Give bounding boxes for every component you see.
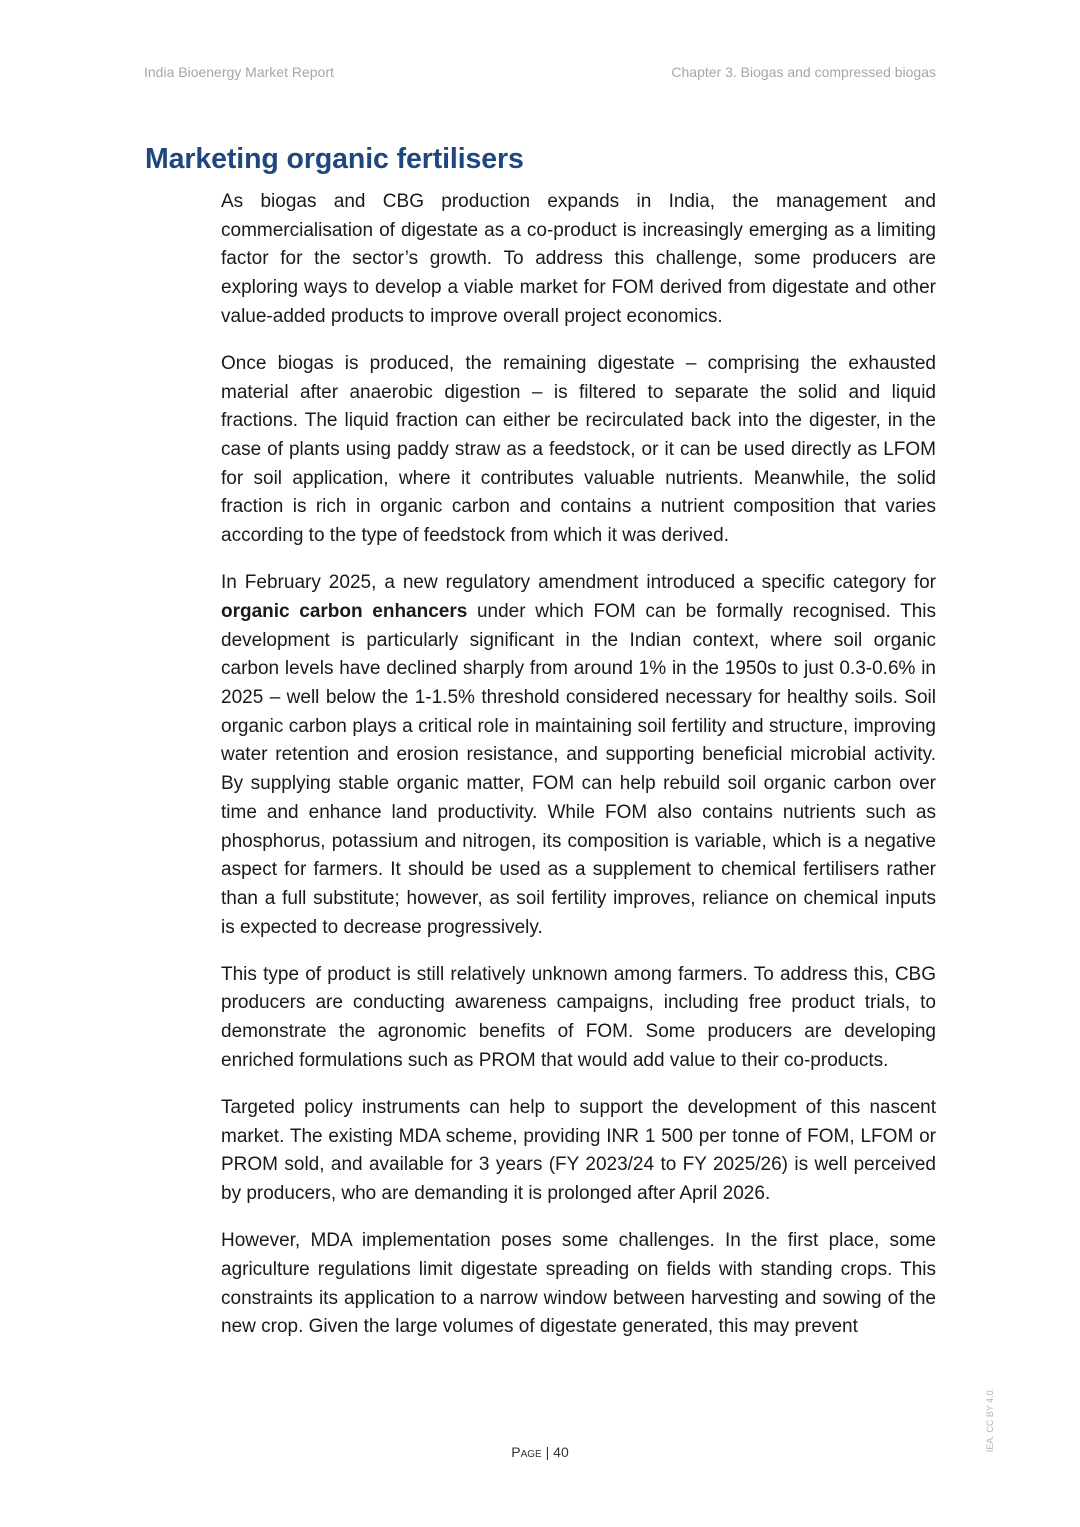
paragraph: Targeted policy instruments can help to support the development of this nascent market. The existing MDA scheme, providing INR 1 500 per tonne of FOM, LFOM or PROM sold, and available for 3 years (FY 2023/24 to FY 2025/26) is well perceived by producers, who are demanding it is prolonged after April 2026. [221, 1096, 936, 1205]
paragraph: This type of product is still relatively unknown among farmers. To address this, CBG producers are conducting awareness campaigns, including free product trials, to demonstrate the agronomic benefits of FOM. Some producers are developing enriched formulations such as PROM that would add value to their co-products. [221, 963, 936, 1071]
page-label: Page [511, 1444, 542, 1460]
page-separator: | [541, 1444, 554, 1460]
paragraph-text: under which FOM can be formally recognised. This development is particularly significant in the Indian context, where soil organic carbon levels have declined sharply from around 1% in the 1950s to just 0.3-0.6% in 2025 – well below the 1-1.5% threshold considered necessary for healthy soils. Soil organic carbon plays a critical role in maintaining soil fertility and structure, improving water retention and erosion resistance, and supporting beneficial microbial activity. By supplying stable organic matter, FOM can help rebuild soil organic carbon over time and enhance land productivity. While FOM also contains nutrients such as phosphorus, potassium and nitrogen, its composition is variable, which is a negative aspect for farmers. It should be used as a supplement to chemical fertilisers rather than a full substitute; however, as soil fertility improves, reliance on chemical inputs is expected to decrease progressively. [221, 600, 936, 938]
paragraph-text: In February 2025, a new regulatory amendment introduced a specific category for [221, 572, 936, 594]
page-footer [0, 1444, 1080, 1460]
paragraph: Once biogas is produced, the remaining digestate – comprising the exhausted material after anaerobic digestion – is filtered to separate the solid and liquid fractions. The liquid fraction can either be recirculated back into the digester, in the case of plants using paddy straw as a feedstock, or it can be used directly as LFOM for soil application, where it contributes valuable nutrients. Meanwhile, the solid fraction is rich in organic carbon and contains a nutrient composition that varies according to the type of feedstock from which it was derived. [221, 352, 936, 547]
license-notice: IEA. CC BY 4.0. [985, 1387, 995, 1453]
section-title: Marketing organic fertilisers [145, 143, 524, 175]
bold-term: organic carbon enhancers [221, 600, 468, 622]
page-number: 40 [553, 1444, 569, 1460]
running-header-report-title: India Bioenergy Market Report [144, 64, 334, 80]
paragraph: However, MDA implementation poses some challenges. In the first place, some agriculture regulations limit digestate spreading on fields with standing crops. This constraints its application to a narrow window between harvesting and sowing of the new crop. Given the large volumes of digestate generated, this may prevent [221, 1230, 936, 1338]
paragraph [221, 569, 936, 942]
running-header-chapter: Chapter 3. Biogas and compressed biogas [671, 64, 936, 80]
body-text [221, 188, 936, 1360]
paragraph: As biogas and CBG production expands in India, the management and commercialisation of digestate as a co-product is increasingly emerging as a limiting factor for the sector’s growth. To address this challenge, some producers are exploring ways to develop a viable market for FOM derived from digestate and other value-added products to improve overall project economics. [221, 191, 936, 327]
